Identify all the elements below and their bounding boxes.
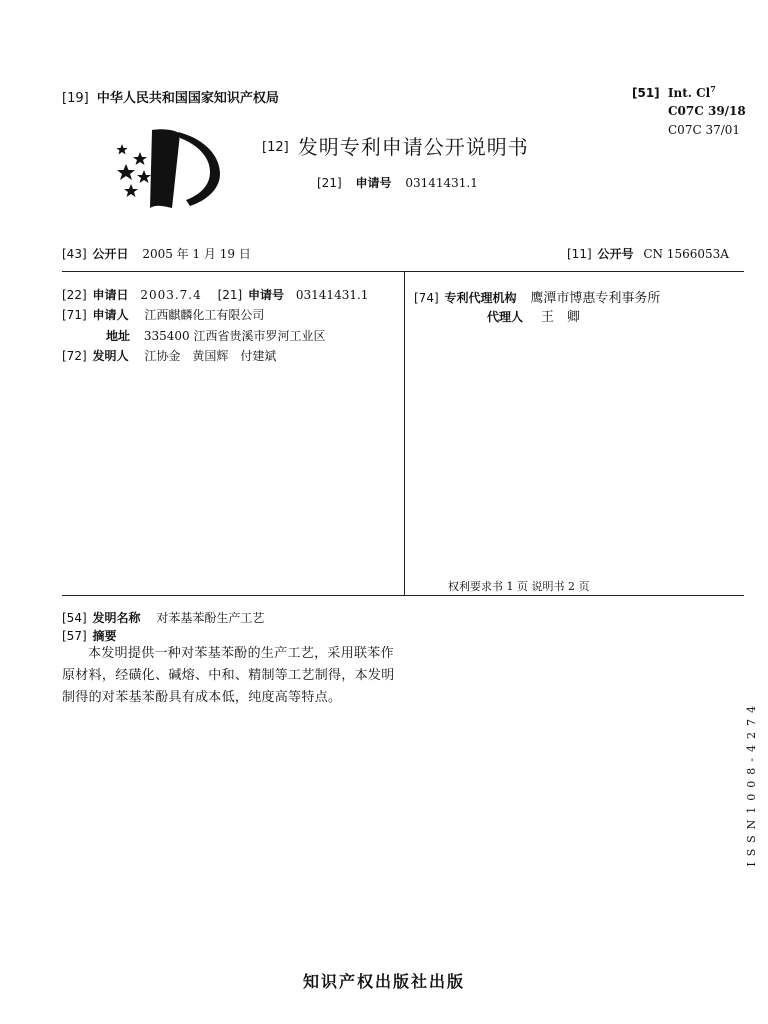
- top-rule: [62, 271, 744, 272]
- office-name: 中华人民共和国国家知识产权局: [96, 91, 279, 106]
- application-number-line: [317, 174, 478, 191]
- class-sub: C07C 37/01: [668, 123, 741, 137]
- publication-date: 2005 年 1 月 19 日: [142, 247, 251, 261]
- filing-line: [62, 286, 368, 303]
- code-19: [19]: [62, 91, 89, 106]
- publication-date-label: 公开日: [92, 247, 129, 261]
- address-label: 地址: [106, 329, 131, 343]
- document-title: 发明专利申请公开说明书: [297, 135, 529, 159]
- code-12: [12]: [262, 140, 289, 155]
- code-43: [43]: [62, 247, 87, 261]
- publication-date-line: [62, 245, 251, 262]
- class-main: C07C 39/18: [668, 104, 746, 118]
- app-number-label: 申请号: [248, 288, 285, 302]
- issn: ISSN1008-4274: [745, 700, 758, 867]
- publication-number: CN 1566053A: [643, 247, 729, 261]
- agent: 王 卿: [540, 310, 580, 325]
- patent-office-emblem-icon: [104, 124, 226, 214]
- inventors: 江协金 黄国辉 付建斌: [144, 349, 277, 363]
- pages-note: 权利要求书 1 页 说明书 2 页: [448, 580, 590, 593]
- code-21: [21]: [217, 288, 243, 302]
- int-cl-label: Int. Cl: [667, 86, 711, 100]
- code-54: [54]: [62, 611, 87, 625]
- invention-title-line: [62, 609, 264, 626]
- agency: 鹰潭市博惠专利事务所: [530, 291, 661, 306]
- application-number: 03141431.1: [405, 176, 478, 190]
- code-74: [74]: [414, 291, 439, 305]
- document-title-line: [262, 131, 529, 160]
- publication-number-label: 公开号: [597, 247, 634, 261]
- app-number: 03141431.1: [295, 288, 369, 302]
- application-number-label: 申请号: [355, 176, 392, 190]
- filing-date: 2003.7.4: [140, 288, 202, 302]
- applicant: 江西麒麟化工有限公司: [144, 308, 265, 322]
- address-line: [106, 327, 325, 344]
- address: 335400 江西省贵溪市罗河工业区: [143, 329, 326, 343]
- inventor-line: [62, 347, 276, 364]
- invention-title-label: 发明名称: [92, 611, 141, 625]
- publisher: 知识产权出版社出版: [302, 972, 465, 991]
- int-cl-line: [632, 84, 716, 100]
- filing-date-label: 申请日: [92, 288, 129, 302]
- code-72: [72]: [62, 349, 87, 363]
- code-11: [11]: [567, 247, 592, 261]
- applicant-line: [62, 306, 264, 323]
- code-21-header: [21]: [317, 176, 342, 190]
- invention-title: 对苯基苯酚生产工艺: [156, 611, 265, 625]
- int-cl-superscript: 7: [710, 84, 716, 94]
- abstract-heading-line: [62, 627, 116, 644]
- abstract-label: 摘要: [92, 629, 117, 643]
- agent-label: 代理人: [487, 310, 524, 324]
- publication-number-line: [567, 245, 729, 262]
- agent-line: [487, 306, 580, 325]
- office-line: [62, 87, 279, 106]
- agency-label: 专利代理机构: [444, 291, 517, 305]
- code-71: [71]: [62, 308, 87, 322]
- abstract-text: 本发明提供一种对苯基苯酚的生产工艺，采用联苯作原材料，经磺化、碱熔、中和、精制等工艺制得，本发明制得的对苯基苯酚具有成本低，纯度高等特点。: [62, 646, 395, 705]
- code-51: [51]: [632, 86, 660, 100]
- middle-rule: [62, 595, 744, 596]
- column-divider: [404, 271, 405, 595]
- applicant-label: 申请人: [92, 308, 129, 322]
- code-57: [57]: [62, 629, 87, 643]
- inventor-label: 发明人: [92, 349, 129, 363]
- agency-line: [414, 287, 660, 306]
- code-22: [22]: [62, 288, 87, 302]
